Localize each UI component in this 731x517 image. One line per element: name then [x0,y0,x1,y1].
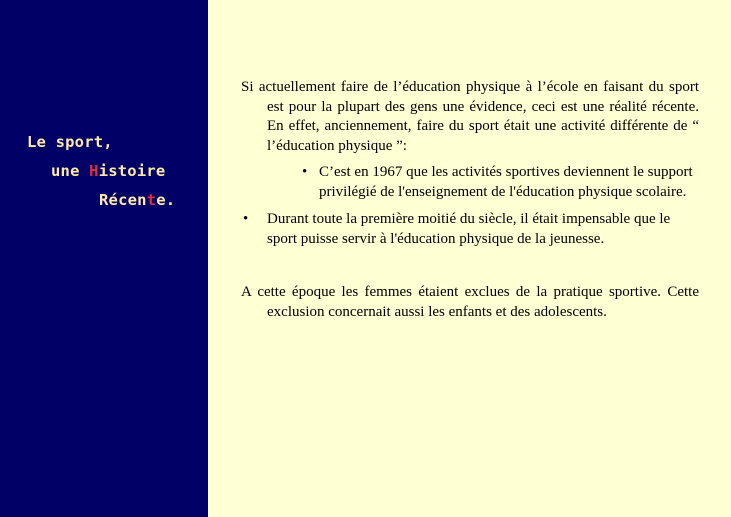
bullet-icon: • [243,211,249,227]
sub-bullet-text: C’est en 1967 que les activités sportives deviennent le support privilégié de l'enseignement de l'éducation physique scolaire. [319,164,693,200]
sub-bullet-list [241,163,699,202]
title-line-1: Le sport, [27,133,113,151]
title-line-2: une Histoire [51,162,166,180]
title-accent-letter: t [146,191,157,209]
bullet-icon: • [302,164,308,180]
list-item [302,163,699,202]
title-line-3: Récente. [99,191,176,209]
bullet-text: Durant toute la première moitié du siècle, il était impensable que le sport puisse servir à l'éducation physique de la jeunesse. [267,211,671,247]
intro-paragraph: Si actuellement faire de l’éducation physique à l’école en faisant du sport est pour la plupart des gens une évidence, ceci est une réalité récente. En effet, anciennement, faire du sport était une activité différente de “ l’éducation physique ”: [241,79,699,154]
list-item [243,210,699,249]
title-sidebar [0,0,208,517]
slide-title [0,128,208,215]
slide-body [241,78,699,322]
bullet-list [241,210,699,249]
closing-paragraph: A cette époque les femmes étaient exclues de la pratique sportive. Cette exclusion concernait aussi les enfants et des adolescents. [241,284,699,320]
title-accent-letter: H [89,162,99,180]
